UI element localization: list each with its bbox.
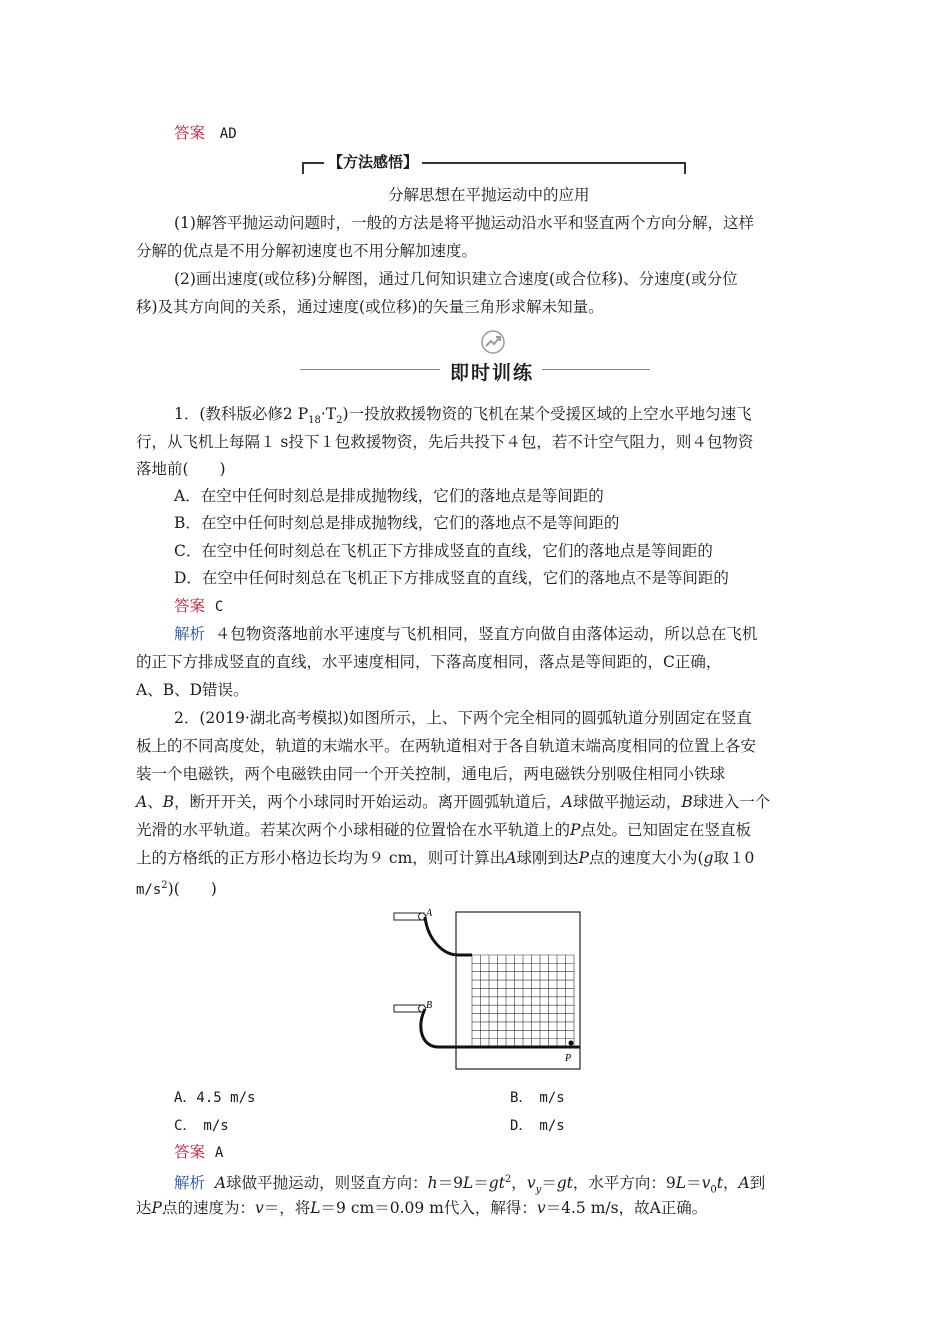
method-header: 【方法感悟】 <box>324 151 422 172</box>
q2-analysis-line2: 达P点的速度为：v＝，将L＝9 cm＝0.09 m代入，解得：v＝4.5 m/s，故A正确。 <box>136 1199 708 1217</box>
q2-line6: 上的方格纸的正方形小格边长均为９ cm，则可计算出A球刚到达P点的速度大小为(g取１0 <box>136 849 755 867</box>
q2-option-c: C． m/s <box>174 1118 229 1134</box>
method-p2-line1: (2)画出速度(或位移)分解图，通过几何知识建立合速度(或合位移)、分速度(或分位 <box>174 270 738 288</box>
q1-option-b: B．在空中任何时刻总是排成抛物线，它们的落地点不是等间距的 <box>174 514 620 532</box>
q2-analysis-line1: 解析 A球做平抛运动，则竖直方向：$h=9L=gt^2$，$v_y=gt$，水平方向：$9L=v_0t$，A到 <box>174 1174 766 1196</box>
method-header-box <box>302 151 686 175</box>
practice-header <box>300 330 650 390</box>
method-p1-line1: (1)解答平抛运动问题时，一般的方法是将平抛运动沿水平和竖直两个方向分解，这样 <box>174 214 754 232</box>
method-subtitle: 分解思想在平抛运动中的应用 <box>388 186 590 204</box>
answer-value: AD <box>219 126 237 142</box>
q1-answer: 答案 C <box>174 597 224 615</box>
track-diagram <box>392 905 592 1077</box>
q2-line1: 2．(2019·湖北高考模拟)如图所示，上、下两个完全相同的圆弧轨道分别固定在竖直 <box>174 709 752 727</box>
answer-label: 答案 <box>174 124 206 142</box>
label-b: B <box>426 1000 433 1011</box>
q1-analysis-line2: 的正下方排成竖直的直线，水平速度相同，下落高度相同，落点是等间距的，C正确， <box>136 653 722 671</box>
q1-line2: 行，从飞机上每隔１ s投下１包救援物资，先后共投下４包，若不计空气阻力，则４包物资 <box>136 433 754 451</box>
q1-option-d: D．在空中任何时刻总在飞机正下方排成竖直的直线，它们的落地点不是等间距的 <box>174 569 729 587</box>
q1-analysis-line3: A、B、D错误。 <box>136 681 249 699</box>
q1-option-a: A．在空中任何时刻总是排成抛物线，它们的落地点是等间距的 <box>174 487 604 505</box>
label-a: A <box>426 908 433 919</box>
q1-option-c: C．在空中任何时刻总在飞机正下方排成竖直的直线，它们的落地点是等间距的 <box>174 542 713 560</box>
q1-line3: 落地前( ) <box>136 460 226 478</box>
board <box>456 912 580 1069</box>
method-p2-line2: 移)及其方向间的关系，通过速度(或位移)的矢量三角形求解未知量。 <box>136 298 604 316</box>
point-p-dot <box>569 1041 574 1046</box>
q2-answer: 答案 A <box>174 1143 224 1161</box>
practice-title: 即时训练 <box>450 362 535 384</box>
q2-line2: 板上的不同高度处，轨道的末端水平。在两轨道相对于各自轨道末端高度相同的位置上各安 <box>136 737 757 755</box>
trend-icon <box>481 330 505 354</box>
answer-line-1 <box>174 123 237 144</box>
q1-analysis-line1: 解析 ４包物资落地前水平速度与飞机相同，竖直方向做自由落体运动，所以总在飞机 <box>174 625 758 643</box>
q2-line3: 装一个电磁铁，两个电磁铁由同一个开关控制，通电后，两电磁铁分别吸住相同小铁球 <box>136 765 726 783</box>
q2-option-d: D． m/s <box>510 1118 565 1134</box>
q2-option-a: A．4.5 m/s <box>174 1090 256 1106</box>
label-p: P <box>565 1053 572 1064</box>
q2-line7: $m/s^2$)( ) <box>136 880 217 899</box>
q2-line4: A、B，断开开关，两个小球同时开始运动。离开圆弧轨道后，A球做平抛运动，B球进入一个 <box>136 793 771 811</box>
q2-option-b: B． m/s <box>510 1090 565 1106</box>
method-p1-line2: 分解的优点是不用分解初速度也不用分解加速度。 <box>136 242 478 260</box>
q2-line5: 光滑的水平轨道。若某次两个小球相碰的位置恰在水平轨道上的P点处。已知固定在竖直板 <box>136 821 751 839</box>
q1-line1: 1．(教科版必修2 $P_{18}\cdot T_2$)一投放救援物资的飞机在某个受援区域的上空水平地匀速飞 <box>174 405 752 427</box>
